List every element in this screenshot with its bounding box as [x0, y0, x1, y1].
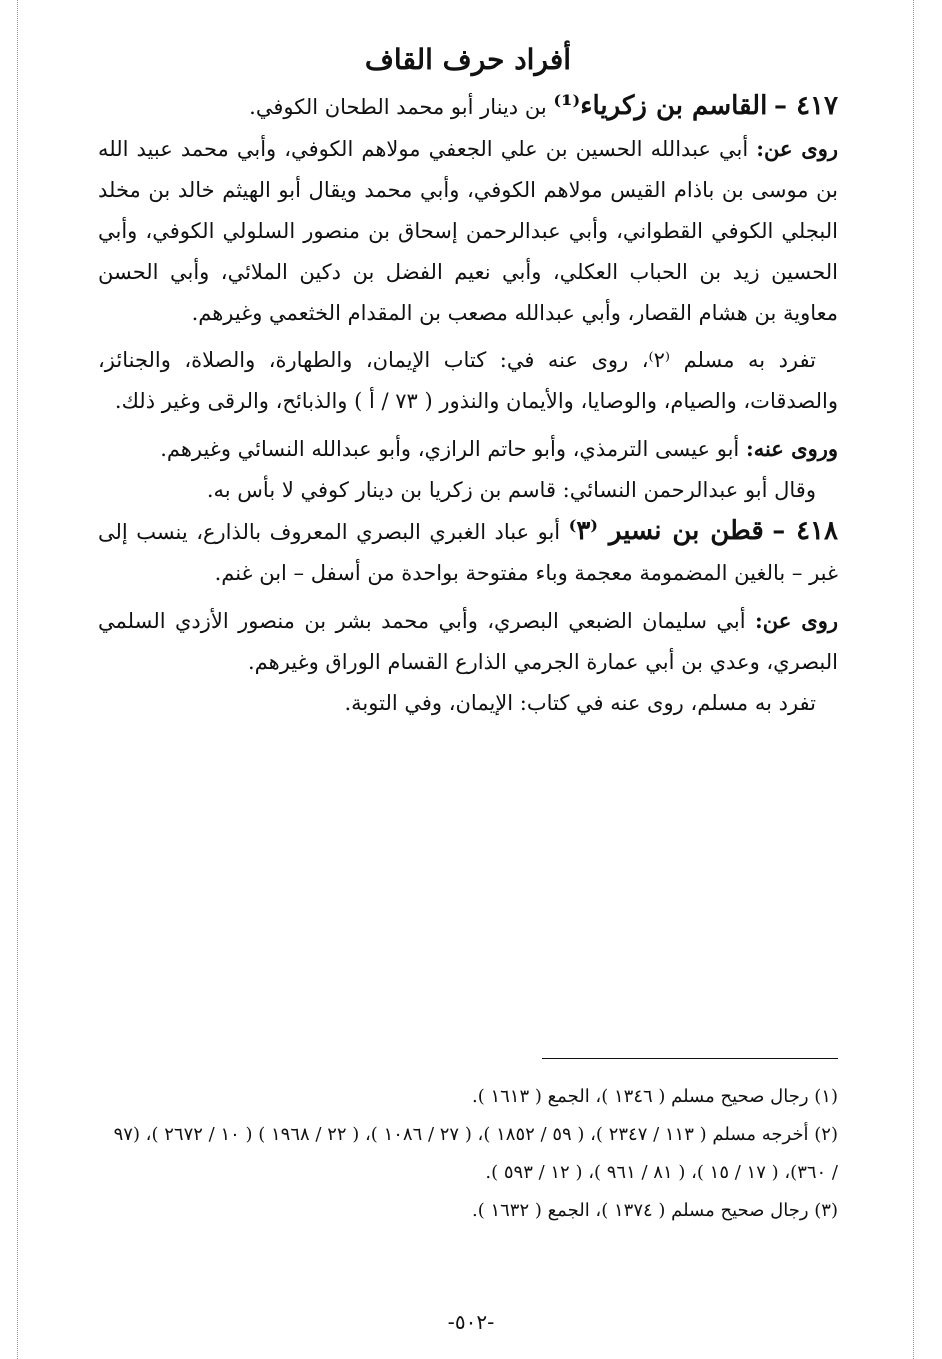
entry-418-unique: تفرد به مسلم، روى عنه في كتاب: الإيمان، وفي التوبة. [344, 691, 816, 715]
page-border-dotted-left [17, 0, 18, 1359]
narrated-by-text: أبو عيسى الترمذي، وأبو حاتم الرازي، وأبو عبدالله النسائي وغيرهم. [160, 437, 746, 461]
entry-418-narrated-from [98, 600, 838, 683]
footnote-3: (٣) رجال صحيح مسلم ( ١٣٧٤ )، الجمع ( ١٦٣٢ ). [472, 1200, 838, 1221]
entry-number: ٤١٧ – [774, 91, 838, 121]
entry-417-narrated-by [98, 428, 838, 470]
page-number: -٥٠٢- [447, 1310, 495, 1334]
footnote-list [110, 1078, 838, 1230]
entry-name: القاسم بن زكرياء⁽¹⁾ [553, 91, 768, 121]
entry-number: ٤١٨ – [772, 516, 838, 546]
entry-417-header [98, 86, 838, 128]
page-body [98, 40, 838, 724]
narrated-from-text: أبي عبدالله الحسين بن علي الجعفي مولاهم الكوفي، وأبي محمد عبيد الله بن موسى بن باذام القيس مولاهم الكوفي، وأبي محمد ويقال أبو الهيثم خالد بن مخلد البجلي الكوفي القطواني، وأبي عبدالرحمن إسحاق بن منصور السلولي الكوفي، وأبي الحسين زيد بن الحباب العكلي، وأبي نعيم الفضل بن دكين الملائي، وأبي الحسن معاوية بن هشام القصار، وأبي عبدالله مصعب بن المقدام الخثعمي وغيرهم. [98, 137, 838, 325]
entry-417-quote: وقال أبو عبدالرحمن النسائي: قاسم بن زكريا بن دينار كوفي لا بأس به. [206, 478, 816, 502]
footnote-separator [542, 1058, 838, 1059]
footnote-1: (١) رجال صحيح مسلم ( ١٣٤٦ )، الجمع ( ١٦١٣ ). [472, 1086, 838, 1107]
entry-417-unique: تفرد به مسلم ⁽٢⁾، روى عنه في: كتاب الإيمان، والطهارة، والصلاة، والجنائز، والصدقات، والصيام، والوصايا، والأيمان والنذور ( ٧٣ / أ ) والذبائح، والرقى وغير ذلك. [98, 348, 838, 413]
entry-name: قطن بن نسير ⁽٣⁾ [568, 516, 764, 546]
footnote-2: (٢) أخرجه مسلم ( ١١٣ / ٢٣٤٧ )، ( ٥٩ / ١٨٥٢ )، ( ٢٧ / ١٠٨٦ )، ( ٢٢ / ١٩٦٨ ) ( ١٠ / ٢٦٧٢ )، (٩٧ / ٣٦٠)، ( ١٧ / ١٥ )، ( ٨١ / ٩٦١ )، ( ١٢ / ٥٩٣ ). [113, 1124, 838, 1183]
narrated-from-text: أبي سليمان الضبعي البصري، وأبي محمد بشر بن منصور الأزدي السلمي البصري، وعدي بن أبي عمارة الجرمي الذارع القسام الوراق وغيرهم. [98, 609, 838, 674]
page-border-dotted-right [913, 0, 914, 1359]
entry-417-narrated-from [98, 128, 838, 334]
narrated-by-label: وروى عنه: [745, 436, 838, 461]
entry-418-header [98, 511, 838, 594]
entry-description: بن دينار أبو محمد الطحان الكوفي. [249, 95, 554, 119]
narrated-from-label: روى عن: [756, 136, 838, 161]
narrated-from-label: روى عن: [754, 608, 838, 633]
section-heading: أفراد حرف القاف [364, 43, 572, 76]
entry-description: أبو عباد الغبري البصري المعروف بالذارع، ينسب إلى غبر – بالغين المضمومة معجمة وباء مفتوحة بواحدة من أسفل – ابن غنم. [98, 520, 838, 585]
